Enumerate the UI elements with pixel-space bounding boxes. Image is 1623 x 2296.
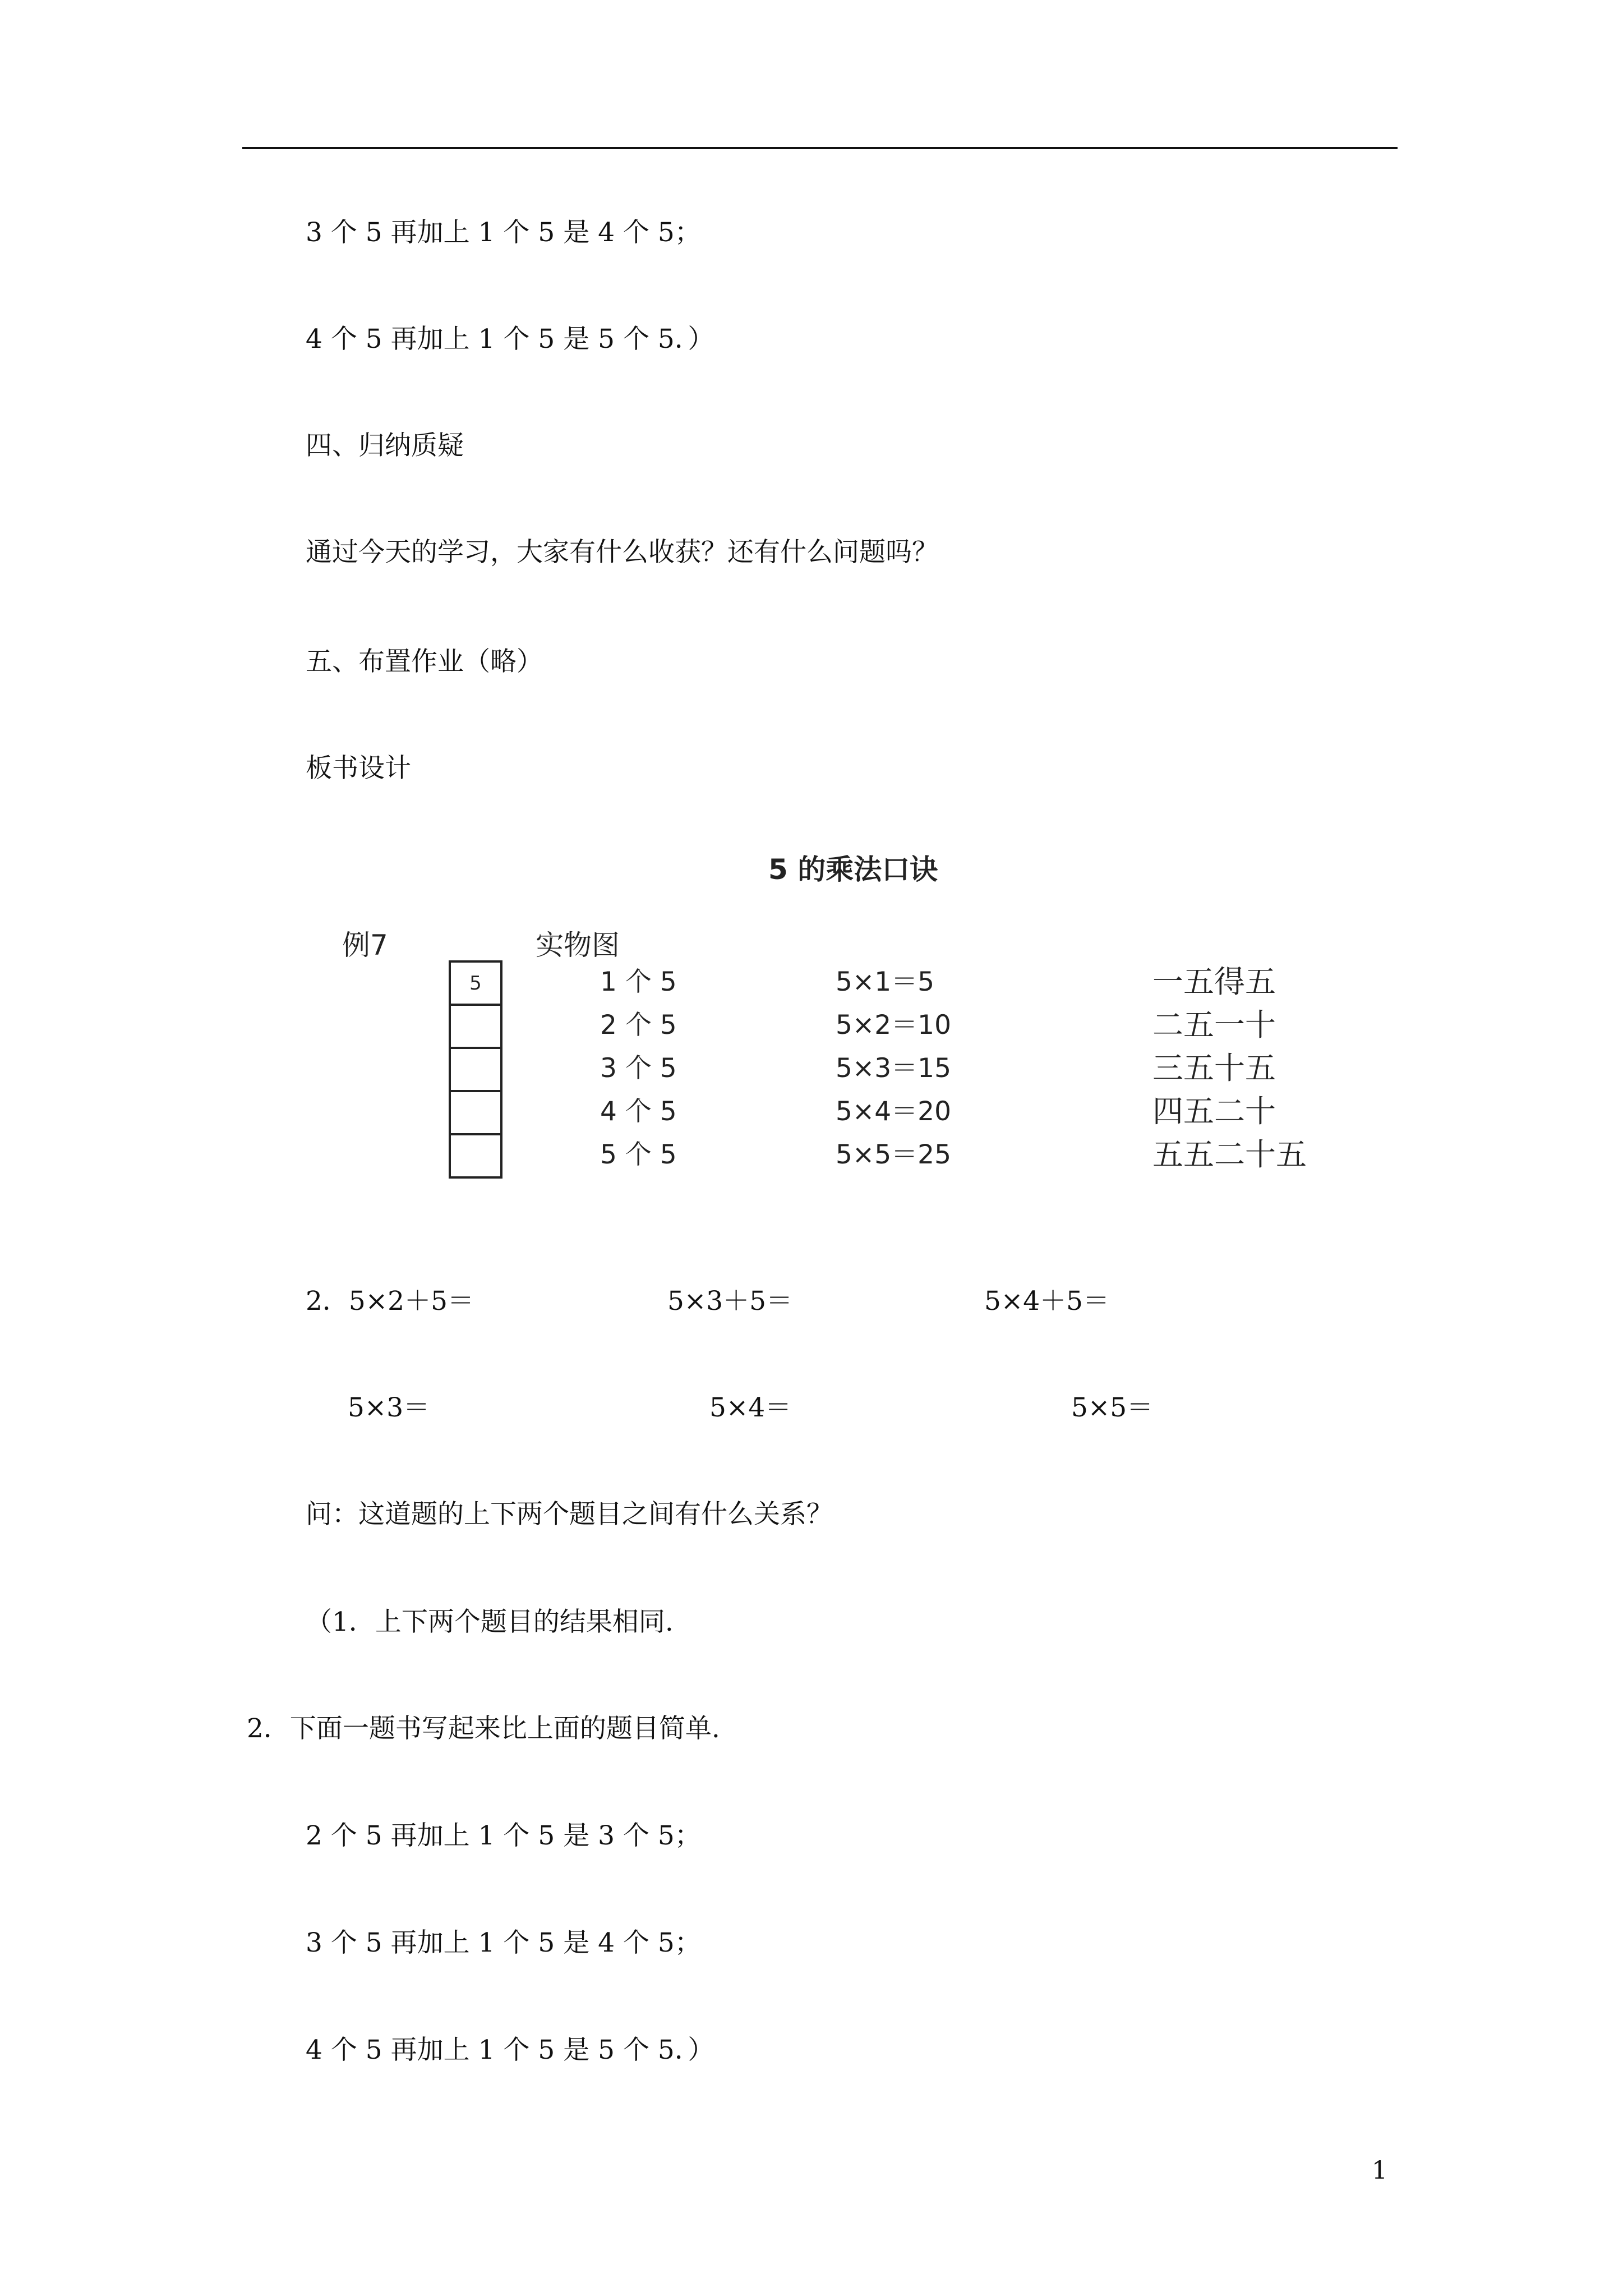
koujue-cell: 五五二十五 <box>1152 1137 1307 1172</box>
exercise-item: 5×3＋5＝ <box>667 1286 793 1317</box>
section-heading: 板书设计 <box>306 753 411 784</box>
count-cell: 5 个 5 <box>600 1139 677 1170</box>
text-line: 2 个 5 再加上 1 个 5 是 3 个 5； <box>306 1820 701 1851</box>
exercise-item: 5×4＋5＝ <box>984 1286 1110 1317</box>
objects-label: 实物图 <box>536 929 620 961</box>
exercise-item: 5×5＝ <box>1071 1392 1154 1423</box>
board-row <box>325 960 1335 1004</box>
text-line: （1．上下两个题目的结果相同. <box>306 1607 674 1637</box>
equation-cell: 5×3＝15 <box>836 1053 951 1084</box>
text-line: 2．下面一题书写起来比上面的题目简单. <box>247 1713 720 1744</box>
text-line: 问：这道题的上下两个题目之间有什么关系？ <box>306 1499 833 1530</box>
board-row <box>325 1004 1335 1047</box>
koujue-cell: 二五一十 <box>1152 1007 1276 1043</box>
page-number: 1 <box>1372 2156 1387 2185</box>
blackboard-design <box>325 847 1335 1217</box>
text-line: 3 个 5 再加上 1 个 5 是 4 个 5； <box>306 1927 701 1958</box>
text-line: 4 个 5 再加上 1 个 5 是 5 个 5．） <box>306 324 714 355</box>
koujue-cell: 四五二十 <box>1152 1093 1276 1129</box>
count-cell: 4 个 5 <box>600 1096 677 1127</box>
koujue-cell: 一五得五 <box>1152 964 1276 1000</box>
board-title: 5 的乘法口诀 <box>768 853 938 886</box>
board-row <box>325 1090 1335 1133</box>
count-cell: 1 个 5 <box>600 967 677 997</box>
equation-cell: 5×5＝25 <box>836 1139 951 1170</box>
header-rule <box>242 147 1398 149</box>
count-cell: 2 个 5 <box>600 1010 677 1041</box>
example-label: 例7 <box>342 929 388 961</box>
equation-cell: 5×2＝10 <box>836 1010 951 1041</box>
text-line: 通过今天的学习，大家有什么收获？还有什么问题吗？ <box>306 537 938 568</box>
text-line: 4 个 5 再加上 1 个 5 是 5 个 5．） <box>306 2035 714 2065</box>
section-heading: 四、归纳质疑 <box>306 430 464 461</box>
equation-cell: 5×1＝5 <box>836 967 935 997</box>
board-row <box>325 1047 1335 1090</box>
equation-cell: 5×4＝20 <box>836 1096 951 1127</box>
board-row <box>325 1133 1335 1176</box>
count-cell: 3 个 5 <box>600 1053 677 1084</box>
exercise-item: 5×4＝ <box>709 1392 792 1423</box>
exercise-item: 2．5×2＋5＝ <box>306 1286 474 1317</box>
text-line: 3 个 5 再加上 1 个 5 是 4 个 5； <box>306 217 701 248</box>
section-heading: 五、布置作业（略） <box>306 646 543 677</box>
koujue-cell: 三五十五 <box>1152 1050 1276 1086</box>
block: 5 <box>451 963 500 1006</box>
exercise-item: 5×3＝ <box>348 1392 430 1423</box>
